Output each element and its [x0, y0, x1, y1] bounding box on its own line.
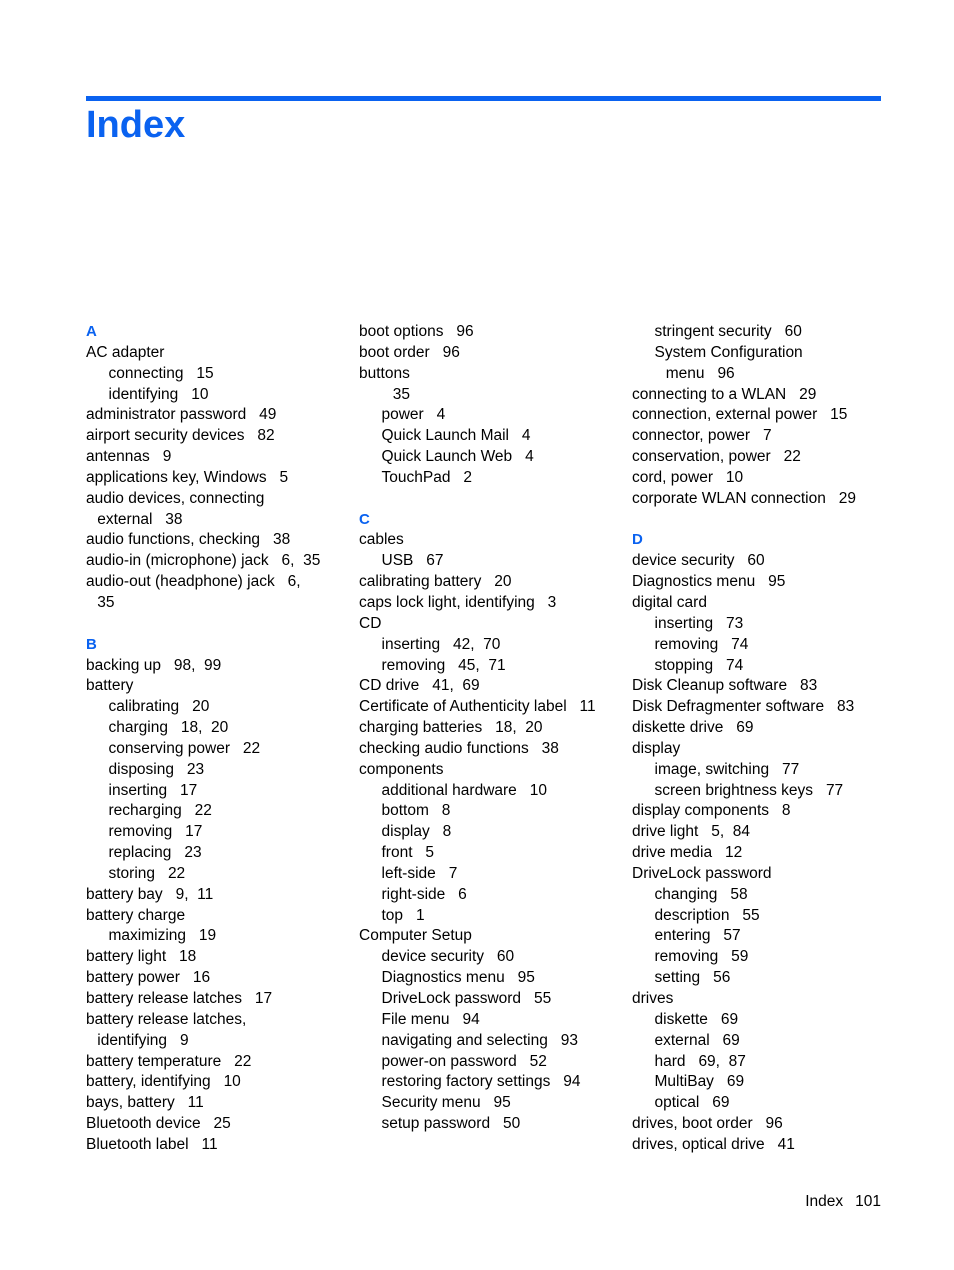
index-entry: digital card: [632, 593, 707, 611]
title-rule: [86, 96, 881, 101]
index-subentry: conserving power 22: [108, 739, 261, 757]
index-subentry: Quick Launch Mail 4: [381, 427, 531, 445]
index-entry: battery release latches,: [86, 1010, 247, 1028]
index-entry: bays, battery 11: [86, 1094, 204, 1112]
section-gap: [632, 510, 887, 531]
index-entry: Bluetooth label 11: [86, 1135, 218, 1153]
index-subentry: additional hardware 10: [381, 781, 547, 799]
index-subentry: calibrating 20: [108, 698, 210, 716]
index-subentry: changing 58: [654, 885, 748, 903]
index-subentry: replacing 23: [108, 844, 202, 862]
index-column-1: [86, 322, 351, 1156]
index-subentry: removing 45, 71: [381, 656, 506, 674]
index-entry: audio functions, checking 38: [86, 531, 291, 549]
index-subentry: description 55: [654, 906, 760, 924]
index-entry: DriveLock password: [632, 864, 772, 882]
index-subentry: device security 60: [381, 948, 515, 966]
index-entry: applications key, Windows 5: [86, 468, 289, 486]
index-entry: boot options 96: [359, 323, 474, 340]
index-subentry: inserting 42, 70: [381, 635, 501, 653]
index-subentry: setup password 50: [381, 1115, 521, 1133]
index-entry: audio-out (headphone) jack 6,: [86, 573, 301, 591]
index-entry: connector, power 7: [632, 427, 772, 445]
index-entry: boot order 96: [359, 343, 460, 361]
index-column-2: [359, 322, 624, 1135]
index-subentry: charging 18, 20: [108, 719, 229, 737]
index-subentry: power 4: [381, 406, 446, 424]
index-entry: administrator password 49: [86, 406, 277, 424]
index-subentry: menu 96: [665, 364, 735, 382]
index-subentry: stopping 74: [654, 656, 744, 674]
index-entry: CD drive 41, 69: [359, 677, 480, 695]
index-letter-heading: D: [632, 531, 643, 549]
index-entry: drive media 12: [632, 844, 743, 862]
index-entry: drive light 5, 84: [632, 823, 751, 841]
index-entry: airport security devices 82: [86, 427, 275, 445]
index-subentry: 35: [392, 385, 410, 403]
footer-section: Index: [805, 1193, 844, 1210]
section-gap: [86, 614, 351, 635]
index-entry: device security 60: [632, 552, 765, 570]
index-subentry: diskette 69: [654, 1010, 739, 1028]
index-subentry: DriveLock password 55: [381, 990, 552, 1007]
index-subentry: screen brightness keys 77: [654, 781, 844, 799]
index-subentry: restoring factory settings 94: [381, 1073, 581, 1091]
index-subentry: disposing 23: [108, 760, 205, 778]
index-subentry: optical 69: [654, 1094, 730, 1112]
index-subentry: removing 59: [654, 948, 749, 966]
index-subentry: System Configuration: [654, 343, 803, 361]
index-subentry: removing 17: [108, 823, 203, 841]
index-subentry: inserting 17: [108, 781, 198, 799]
index-subentry: navigating and selecting 93: [381, 1031, 578, 1049]
index-column-3: [632, 322, 887, 1156]
index-subentry: File menu 94: [381, 1010, 480, 1028]
index-entry: conservation, power 22: [632, 448, 801, 466]
index-entry: 35: [97, 593, 115, 611]
index-entry: Disk Defragmenter software 83: [632, 698, 855, 716]
index-letter-heading: B: [86, 635, 97, 653]
index-entry: battery, identifying 10: [86, 1073, 241, 1091]
index-subentry: entering 57: [654, 927, 741, 945]
index-subentry: maximizing 19: [108, 927, 217, 945]
index-subentry: MultiBay 69: [654, 1073, 745, 1091]
index-subentry: connecting 15: [108, 364, 214, 382]
index-subentry: stringent security 60: [654, 323, 802, 340]
index-letter-heading: C: [359, 510, 370, 528]
index-subentry: TouchPad 2: [381, 468, 472, 486]
footer-page-number: 101: [855, 1193, 881, 1210]
index-entry: display: [632, 739, 681, 757]
index-entry: battery charge: [86, 906, 186, 924]
index-entry: CD: [359, 614, 382, 632]
index-entry: display components 8: [632, 802, 791, 820]
index-entry: battery: [86, 677, 134, 695]
index-entry: external 38: [97, 510, 183, 528]
index-subentry: image, switching 77: [654, 760, 800, 778]
index-subentry: storing 22: [108, 864, 186, 882]
index-subentry: right-side 6: [381, 885, 467, 903]
index-entry: Certificate of Authenticity label 11: [359, 698, 596, 716]
index-entry: Computer Setup: [359, 927, 472, 945]
index-entry: Disk Cleanup software 83: [632, 677, 818, 695]
index-entry: calibrating battery 20: [359, 573, 512, 591]
section-gap: [359, 489, 624, 510]
index-subentry: setting 56: [654, 969, 731, 987]
index-entry: cord, power 10: [632, 468, 744, 486]
index-subentry: display 8: [381, 823, 452, 841]
index-entry: antennas 9: [86, 448, 172, 466]
index-subentry: bottom 8: [381, 802, 451, 820]
index-entry: charging batteries 18, 20: [359, 719, 543, 737]
index-entry: AC adapter: [86, 343, 165, 361]
index-subentry: power-on password 52: [381, 1052, 547, 1070]
index-entry: drives, optical drive 41: [632, 1135, 795, 1153]
index-subentry: left-side 7: [381, 864, 458, 882]
index-entry: Diagnostics menu 95: [632, 573, 786, 591]
index-entry: diskette drive 69: [632, 719, 754, 737]
index-entry: battery release latches 17: [86, 990, 273, 1007]
index-subentry: front 5: [381, 844, 435, 862]
index-entry: Bluetooth device 25: [86, 1115, 231, 1133]
index-entry: drives, boot order 96: [632, 1115, 783, 1133]
index-entry: corporate WLAN connection 29: [632, 489, 857, 507]
page-title: Index: [86, 104, 186, 146]
index-subentry: inserting 73: [654, 614, 744, 632]
index-entry: audio devices, connecting: [86, 489, 265, 507]
index-entry: drives: [632, 990, 674, 1007]
index-subentry: removing 74: [654, 635, 749, 653]
index-entry: connection, external power 15: [632, 406, 848, 424]
index-subentry: Quick Launch Web 4: [381, 448, 534, 466]
index-entry: checking audio functions 38: [359, 739, 559, 757]
index-subentry: top 1: [381, 906, 425, 924]
index-entry: connecting to a WLAN 29: [632, 385, 817, 403]
index-subentry: USB 67: [381, 552, 444, 570]
index-subentry: Diagnostics menu 95: [381, 969, 535, 987]
index-entry: battery light 18: [86, 948, 197, 966]
index-subentry: identifying 10: [108, 385, 209, 403]
index-entry: battery power 16: [86, 969, 211, 987]
index-entry: buttons: [359, 364, 410, 382]
index-entry: battery temperature 22: [86, 1052, 252, 1070]
index-entry: audio-in (microphone) jack 6, 35: [86, 552, 321, 570]
index-subentry: external 69: [654, 1031, 740, 1049]
index-entry: cables: [359, 531, 404, 549]
index-entry: backing up 98, 99: [86, 656, 222, 674]
index-entry: caps lock light, identifying 3: [359, 593, 557, 611]
page-footer: [805, 1192, 881, 1212]
index-entry: components: [359, 760, 444, 778]
index-subentry: Security menu 95: [381, 1094, 511, 1112]
index-subentry: hard 69, 87: [654, 1052, 746, 1070]
index-subentry: recharging 22: [108, 802, 212, 820]
index-entry: battery bay 9, 11: [86, 885, 214, 903]
index-entry: identifying 9: [97, 1031, 189, 1049]
index-letter-heading: A: [86, 323, 97, 340]
